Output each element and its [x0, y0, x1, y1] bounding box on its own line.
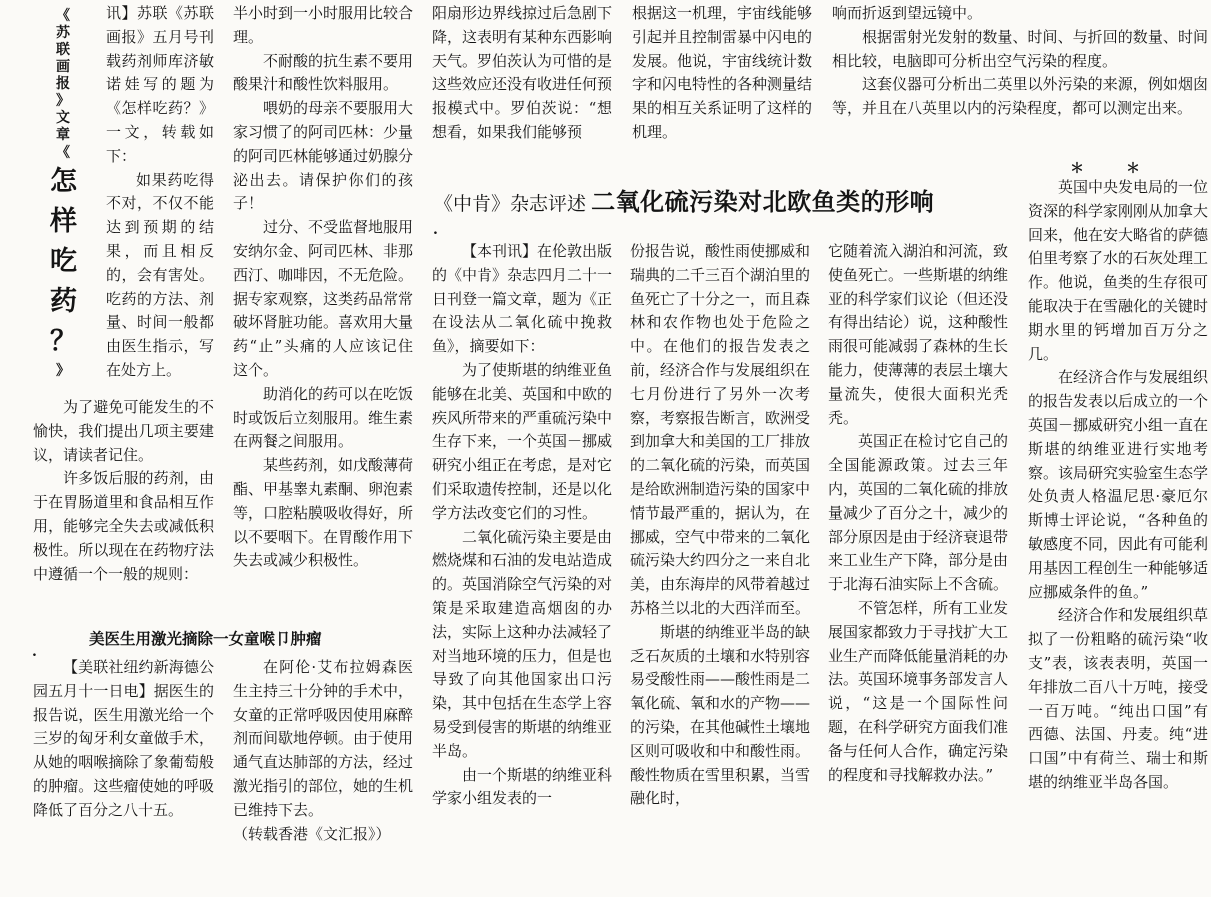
article2-column-1 — [33, 656, 214, 823]
paragraph: 份报告说，酸性雨使挪威和瑞典的二千三百个湖泊里的鱼死亡了十分之一，而且森林和农作物也处于危险之中。在他们的报告发表之前，经济合作与发展组织在七月份进行了另外一次考察，考察报告断言，欧洲受到加拿大和美国的工厂排放的二氧化硫的污染，而英国是给欧洲制造污染的国家中情节最严重的，据认为，在挪威，空气中带来的二氧化硫污染大约四分之一来自北美，由东海岸的风带着越过苏格兰以北的大西洋而至。 — [630, 242, 811, 617]
article4-column-2 — [630, 240, 810, 811]
article1-title-main: 怎 样 吃 药 ？ — [50, 166, 77, 357]
article4-headline-prefix: 《中肯》杂志评述 — [434, 193, 587, 215]
paragraph: 阳扇形边界线掠过后急剧下降，这表明有某种东西影响天气。罗伯茨认为可惜的是这些效应还没有收进任何预报模式中。罗伯茨说：“想想看，如果我们能够预 — [432, 4, 613, 141]
paragraph: 为了避免可能发生的不愉快，我们提出几项主要建议，请读者记住。 — [33, 398, 214, 464]
paragraph: 过分、不受监督地服用安纳尔金、阿司匹林、非那西汀、咖啡因，不无危险。据专家观察，这类药品常常破坏肾脏功能。喜欢用大量药“止”头痛的人应该记住这个。 — [233, 218, 414, 379]
paragraph: 在阿伦·艾布拉姆森医生主持三十分钟的手术中，女童的正常呼吸因使用麻醉剂而间歇地停顿。由于使用通气直达肺部的方法，经过激光指引的部位，她的生机已维持下去。 — [233, 658, 414, 819]
paragraph: 响而折返到望远镜中。 — [832, 4, 983, 22]
paragraph: 根据这一机理，宇宙线能够引起并且控制雷暴中闪电的发展。他说，宇宙线统计数字和闪电特性的各种测量结果的相互关系证明了这样的机理。 — [632, 4, 813, 141]
article4-headline — [434, 182, 934, 217]
article3-column-2 — [632, 2, 812, 145]
paragraph: 许多饭后服的药剂，由于在胃肠道里和食品相互作用，能够完全失去或减低积极性。所以现在在药物疗法中遵循一个一般的规则： — [33, 469, 214, 583]
paragraph: 斯堪的纳维亚半岛的缺乏石灰质的土壤和水特别容易受酸性雨——酸性雨是二氧化硫、氧和水的产物——的污染，在其他碱性土壤地区则可吸收和中和酸性雨。酸性物质在雪里积累，当雪融化时， — [630, 622, 811, 808]
paragraph: 喂奶的母亲不要服用大家习惯了的阿司匹林：少量的阿司匹林能够通过奶腺分泌出去。请保护你们的孩子！ — [233, 99, 414, 213]
paragraph: 半小时到一小时服用比较合理。 — [233, 4, 414, 46]
paragraph: 讯】苏联《苏联画报》五月号刊载药剂师库济敏诺娃写的题为《怎样吃药？》一文，转载如下： — [106, 4, 214, 165]
paragraph: 不管怎样，所有工业发展国家都致力于寻找扩大工业生产而降低能量消耗的办法。英国环境事务部发言人说，“这是一个国际性问题，在科学研究方面我们准备与任何人合作，确定污染的程度和寻找解救办法。” — [828, 598, 1009, 784]
article1-vertical-title: 《 苏 联 画 报 》 文 章 《 怎 样 吃 药 ？ 》 — [50, 8, 77, 379]
paragraph: 【本刊讯】在伦敦出版的《中肯》杂志四月二十一日刊登一篇文章，题为《正在设法从二氧化硫中挽救鱼》，摘要如下： — [432, 242, 613, 356]
paragraph: 不耐酸的抗生素不要用酸果汁和酸性饮料服用。 — [233, 51, 414, 94]
article1-title-source: 《 苏 联 画 报 》 文 章 — [56, 8, 70, 143]
paragraph: 英国中央发电局的一位资深的科学家刚刚从加拿大回来，他在安大略省的萨德伯里考察了水的石灰处理工作。他说，鱼类的生存很可能取决于在雪融化的关键时期水里的钙增加百万分之几。 — [1028, 178, 1209, 363]
paragraph: 为了使斯堪的纳维亚鱼能够在北美、英国和中欧的疾风所带来的严重硫污染中生存下来，一个英国－挪威研究小组正在考虑，是对它们采取遗传控制，还是以化学方法改变它们的习性。 — [432, 360, 613, 522]
article4-headline-main: 二氧化硫污染对北欧鱼类的形响 — [591, 188, 935, 216]
article4-column-1 — [432, 240, 612, 811]
paragraph: 助消化的药可以在吃饭时或饭后立刻服用。维生素在两餐之间服用。 — [233, 384, 414, 451]
article4-column-4 — [1028, 176, 1208, 795]
paragraph: 某些药剂，如戊酸薄荷酯、甲基睾丸素酮、卵泡素等，口腔粘膜吸收得好，所以不要咽下。在胃酸作用下失去或减少积极性。 — [233, 456, 414, 570]
paragraph: 英国正在检讨它自己的全国能源政策。过去三年内，英国的二氧化硫的排放量减少了百分之十，减少的部分原因是由于经济衰退带来工业生产下降，部分是由于北海石油实际上不含硫。 — [828, 432, 1009, 594]
article2-headline: 美医生用激光摘除一女童喉卩肿瘤 — [89, 630, 322, 648]
paragraph: 【美联社纽约新海德公园五月十一日电】据医生的报告说，医生用激光给一个三岁的匈牙利女童做手术，从她的咽喉摘除了象葡萄般的肿瘤。这些瘤使她的呼吸降低了百分之八十五。 — [33, 658, 214, 819]
section-marker: ＊ ＊ — [1070, 161, 1140, 177]
article2-column-2 — [233, 656, 413, 846]
paragraph: 如果药吃得不对，不仅不能达到预期的结果，而且相反的，会有害处。吃药的方法、剂量、时间一般都由医生指示，写在处方上。 — [106, 170, 214, 379]
paragraph: 它随着流入湖泊和河流，致使鱼死亡。一些斯堪的纳维亚的科学家们议论（但还没有得出结论）说，这种酸性雨很可能减弱了森林的生长能力，使薄薄的表层土壤大量流失，使很大面积光秃秃。 — [828, 242, 1009, 427]
paragraph: 二氧化硫污染主要是由燃烧煤和石油的发电站造成的。英国消除空气污染的对策是采取建造高烟囱的办法，实际上这种办法减轻了对当地环境的压力，但是也导致了向其他国家出口污染，其中包括在生态学上容易受到侵害的斯堪的纳维亚半岛。 — [432, 527, 613, 760]
article1-column-2 — [233, 2, 413, 573]
article3-column-1 — [432, 2, 612, 145]
article3-column-3 — [832, 2, 1208, 121]
article1-column-1-bottom — [33, 396, 214, 586]
article4-column-3 — [828, 240, 1008, 787]
paragraph: 由一个斯堪的纳维亚科学家小组发表的一 — [432, 765, 613, 808]
paragraph: 根据雷射光发射的数量、时间、与折回的数量、时间相比较，电脑即可分析出空气污染的程度。 — [832, 27, 1208, 70]
paragraph: 这套仪器可分析出二英里以外污染的来源，例如烟囱等，并且在八英里以内的污染程度，都可以测定出来。 — [832, 75, 1208, 118]
article2-source: （转载香港《文汇报》） — [233, 824, 391, 843]
article1-column-1 — [106, 2, 214, 383]
paragraph: 在经济合作与发展组织的报告发表以后成立的一个英国－挪威研究小组一直在斯堪的纳维亚进行实地考察。该局研究实验室生态学处负责人格温尼思·豪厄尔斯博士评论说，“各种鱼的敏感度不同，因此有可能利用基因工程创生一种能够适应挪威条件的鱼。” — [1028, 368, 1209, 601]
paragraph: 经济合作和发展组织草拟了一份粗略的硫污染“收支”表，该表表明，英国一年排放二百八十万吨，接受一百万吨。“纯出口国”有西德、法国、丹麦。纯“进口国”中有荷兰、瑞士和斯堪的纳维亚半岛各国。 — [1028, 606, 1209, 791]
